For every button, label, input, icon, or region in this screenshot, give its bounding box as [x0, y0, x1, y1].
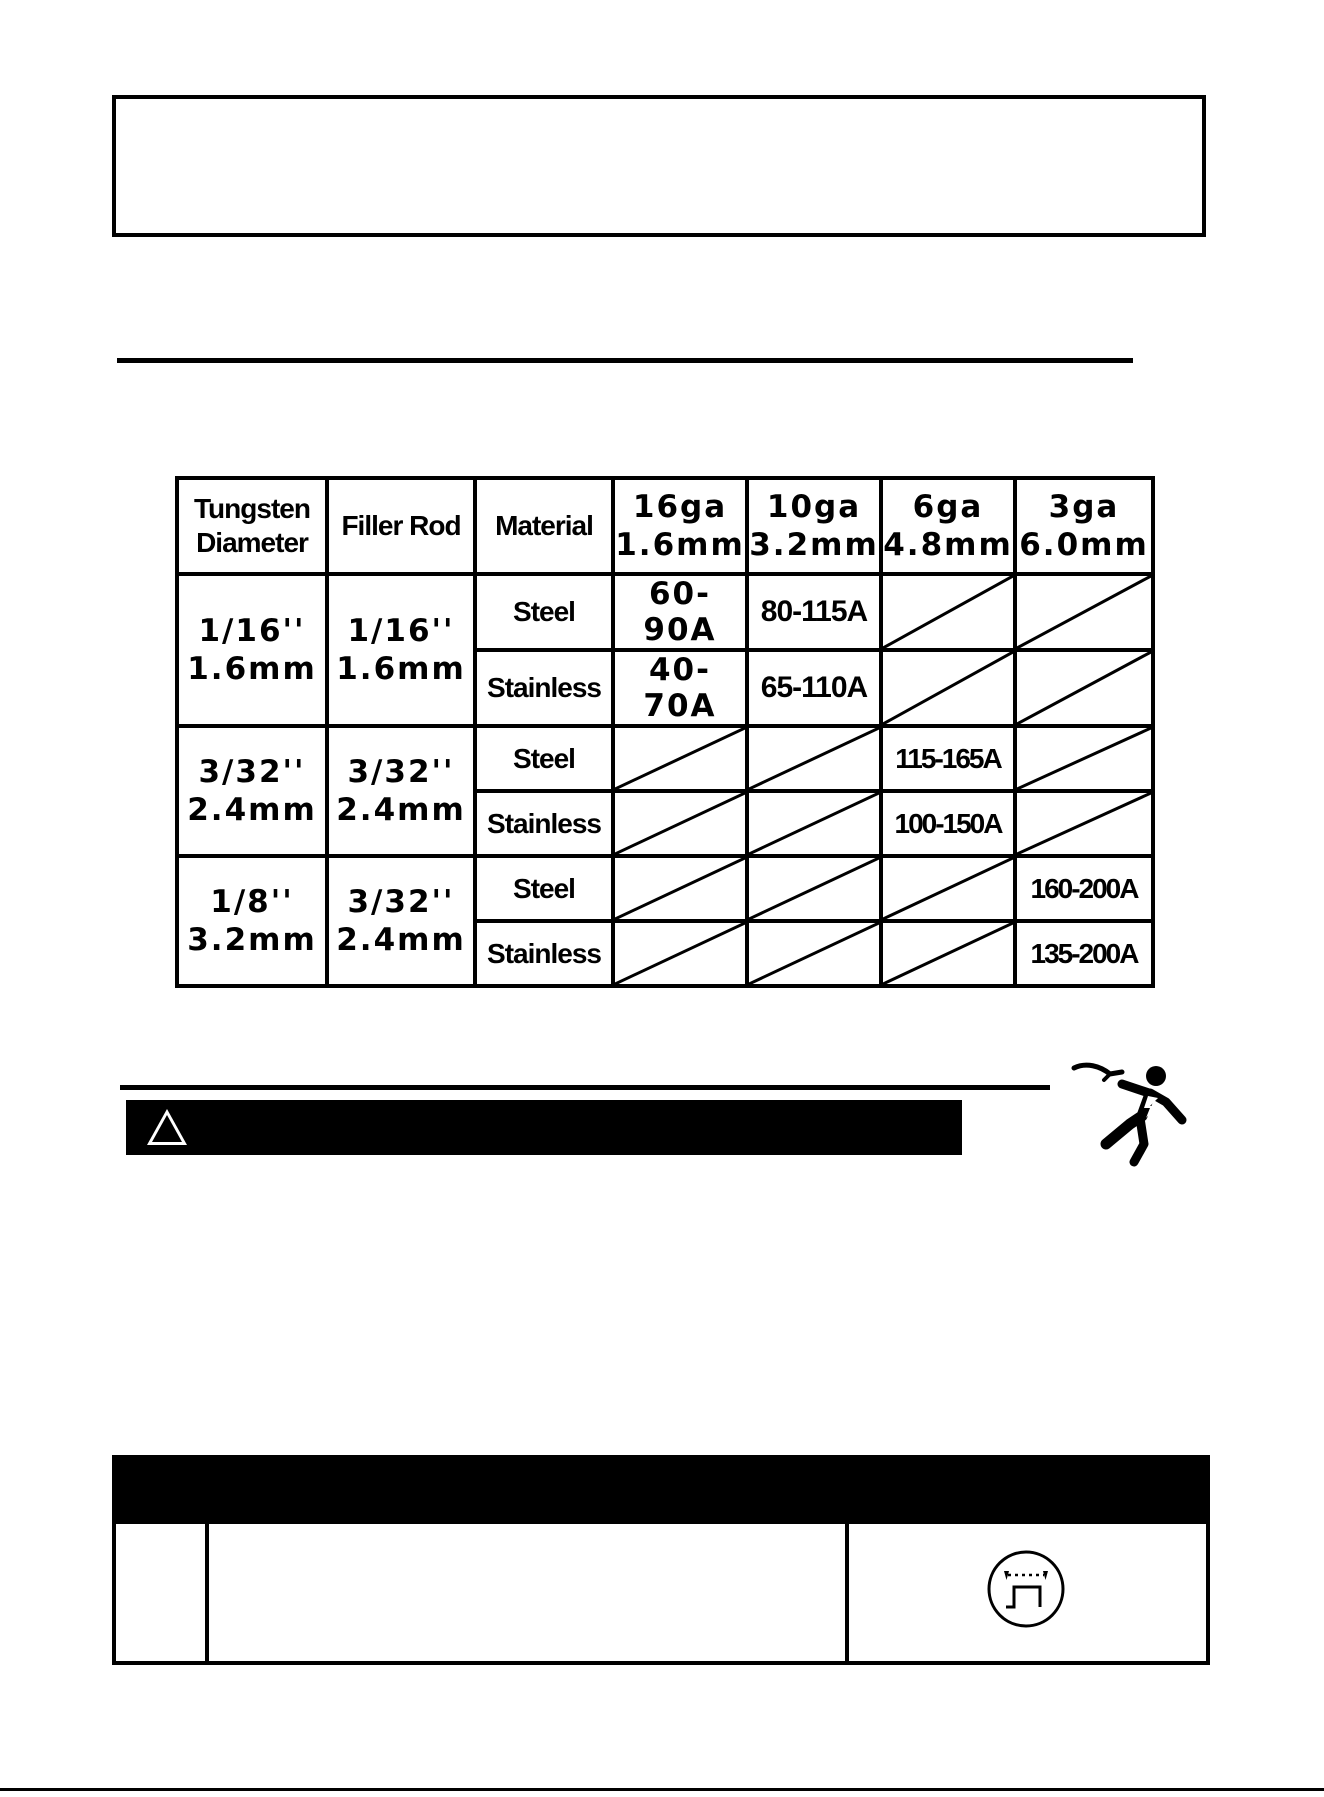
filler-rod-cell: 1/16'' 1.6mm: [327, 574, 475, 726]
not-applicable-cell: [881, 856, 1015, 921]
tungsten-diameter-cell: 3/32'' 2.4mm: [177, 726, 327, 856]
material-cell: Steel: [475, 574, 613, 650]
filler-rod-cell: 3/32'' 2.4mm: [327, 856, 475, 986]
amperage-cell: 65-110A: [747, 650, 881, 726]
amperage-cell: 40-70A: [613, 650, 747, 726]
warning-banner: [126, 1100, 962, 1155]
not-applicable-cell: [613, 856, 747, 921]
amperage-cell: 135-200A: [1015, 921, 1153, 986]
filler-rod-cell: 3/32'' 2.4mm: [327, 726, 475, 856]
warning-triangle-icon: [144, 1106, 190, 1148]
tungsten-diameter-cell: 1/16'' 1.6mm: [177, 574, 327, 726]
col-thickness-6ga: 6ga 4.8mm: [881, 478, 1015, 574]
material-cell: Stainless: [475, 791, 613, 856]
col-filler-rod: Filler Rod: [327, 478, 475, 574]
not-applicable-cell: [747, 921, 881, 986]
not-applicable-cell: [1015, 726, 1153, 791]
col-material: Material: [475, 478, 613, 574]
not-applicable-cell: [747, 856, 881, 921]
table-row: [177, 726, 1153, 791]
col-thickness-3ga: 3ga 6.0mm: [1015, 478, 1153, 574]
header-box: [112, 95, 1206, 237]
not-applicable-cell: [747, 791, 881, 856]
amperage-cell: 160-200A: [1015, 856, 1153, 921]
welding-settings-table: [175, 476, 1151, 969]
not-applicable-cell: [613, 921, 747, 986]
material-cell: Stainless: [475, 921, 613, 986]
col-thickness-16ga: 16ga 1.6mm: [613, 478, 747, 574]
column-divider: [205, 1524, 209, 1661]
page-edge: [0, 1788, 1324, 1791]
section-rule: [117, 358, 1133, 363]
material-cell: Steel: [475, 856, 613, 921]
col-tungsten-diameter: Tungsten Diameter: [177, 478, 327, 574]
not-applicable-cell: [1015, 574, 1153, 650]
table-row: [177, 856, 1153, 921]
not-applicable-cell: [881, 921, 1015, 986]
not-applicable-cell: [613, 791, 747, 856]
not-applicable-cell: [881, 574, 1015, 650]
not-applicable-cell: [1015, 791, 1153, 856]
header-row: [177, 478, 1153, 574]
material-cell: Steel: [475, 726, 613, 791]
not-applicable-cell: [1015, 650, 1153, 726]
tungsten-diameter-cell: 1/8'' 3.2mm: [177, 856, 327, 986]
amperage-cell: 80-115A: [747, 574, 881, 650]
not-applicable-cell: [881, 650, 1015, 726]
mode-reference-header: [116, 1459, 1206, 1524]
mode-reference-box: [112, 1455, 1210, 1665]
section-rule: [120, 1085, 1050, 1090]
electric-shock-hazard-icon: [1070, 1060, 1196, 1168]
not-applicable-cell: [747, 726, 881, 791]
tig-welding-symbol-icon: [986, 1549, 1066, 1629]
amperage-cell: 115-165A: [881, 726, 1015, 791]
amperage-cell: 100-150A: [881, 791, 1015, 856]
amperage-cell: 60-90A: [613, 574, 747, 650]
column-divider: [845, 1524, 849, 1661]
table-row: [177, 574, 1153, 650]
material-cell: Stainless: [475, 650, 613, 726]
col-thickness-10ga: 10ga 3.2mm: [747, 478, 881, 574]
not-applicable-cell: [613, 726, 747, 791]
